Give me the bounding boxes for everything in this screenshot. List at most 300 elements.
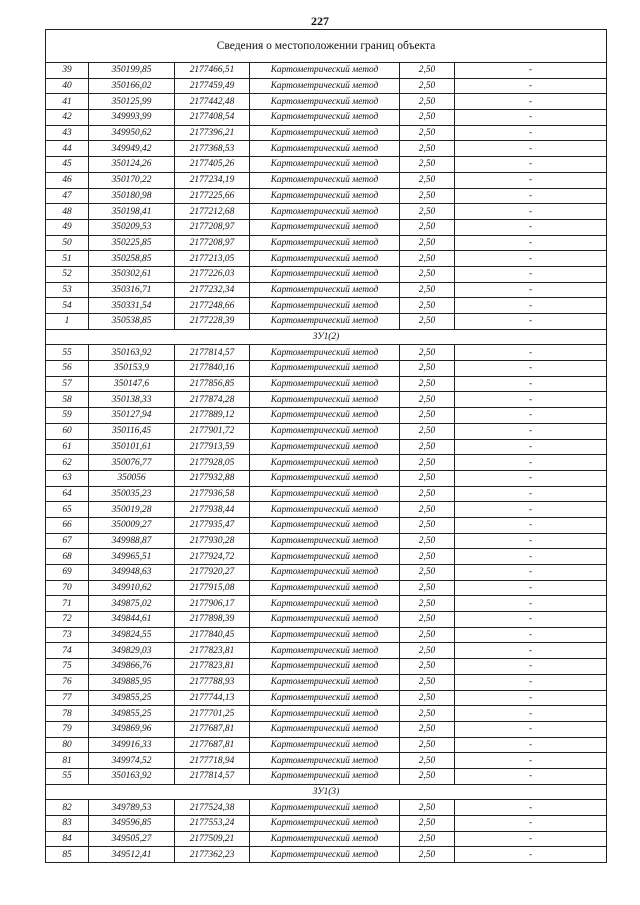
x-coordinate-cell: 350019,28 [89,502,175,518]
table-row [46,517,607,533]
description-cell: - [455,94,607,110]
table-row [46,282,607,298]
point-number-cell: 78 [46,706,89,722]
point-number-cell: 72 [46,612,89,628]
x-coordinate-cell: 349505,27 [89,831,175,847]
determination-method-cell: Картометрический метод [250,596,400,612]
determination-method-cell: Картометрический метод [250,110,400,126]
point-number-cell: 47 [46,188,89,204]
description-cell: - [455,392,607,408]
accuracy-cell: 2,50 [400,627,455,643]
description-cell: - [455,298,607,314]
y-coordinate-cell: 2177814,57 [175,345,250,361]
determination-method-cell: Картометрический метод [250,361,400,377]
y-coordinate-cell: 2177874,28 [175,392,250,408]
x-coordinate-cell: 350116,45 [89,423,175,439]
point-number-cell: 66 [46,517,89,533]
point-number-cell: 58 [46,392,89,408]
x-coordinate-cell: 349885,95 [89,674,175,690]
determination-method-cell: Картометрический метод [250,376,400,392]
x-coordinate-cell: 350331,54 [89,298,175,314]
point-number-cell: 45 [46,157,89,173]
point-number-cell: 70 [46,580,89,596]
y-coordinate-cell: 2177823,81 [175,659,250,675]
y-coordinate-cell: 2177408,54 [175,110,250,126]
y-coordinate-cell: 2177509,21 [175,831,250,847]
x-coordinate-cell: 350056 [89,470,175,486]
x-coordinate-cell: 350225,85 [89,235,175,251]
determination-method-cell: Картометрический метод [250,800,400,816]
table-row [46,188,607,204]
x-coordinate-cell: 349844,61 [89,612,175,628]
accuracy-cell: 2,50 [400,63,455,79]
accuracy-cell: 2,50 [400,643,455,659]
accuracy-cell: 2,50 [400,251,455,267]
determination-method-cell: Картометрический метод [250,78,400,94]
table-title: Сведения о местоположении границ объекта [46,30,607,63]
table-row [46,392,607,408]
table-row [46,125,607,141]
x-coordinate-cell: 349875,02 [89,596,175,612]
accuracy-cell: 2,50 [400,455,455,471]
y-coordinate-cell: 2177938,44 [175,502,250,518]
x-coordinate-cell: 349596,85 [89,816,175,832]
point-number-cell: 57 [46,376,89,392]
table-row [46,408,607,424]
accuracy-cell: 2,50 [400,721,455,737]
determination-method-cell: Картометрический метод [250,470,400,486]
accuracy-cell: 2,50 [400,110,455,126]
description-cell: - [455,533,607,549]
x-coordinate-cell: 350163,92 [89,345,175,361]
x-coordinate-cell: 350138,33 [89,392,175,408]
y-coordinate-cell: 2177915,08 [175,580,250,596]
point-number-cell: 49 [46,219,89,235]
table-row [46,533,607,549]
x-coordinate-cell: 349950,62 [89,125,175,141]
point-number-cell: 60 [46,423,89,439]
point-number-cell: 63 [46,470,89,486]
table-row [46,737,607,753]
accuracy-cell: 2,50 [400,502,455,518]
point-number-cell: 53 [46,282,89,298]
y-coordinate-cell: 2177687,81 [175,721,250,737]
description-cell: - [455,706,607,722]
point-number-cell: 50 [46,235,89,251]
point-number-cell: 44 [46,141,89,157]
accuracy-cell: 2,50 [400,423,455,439]
accuracy-cell: 2,50 [400,376,455,392]
accuracy-cell: 2,50 [400,439,455,455]
table-row [46,63,607,79]
accuracy-cell: 2,50 [400,345,455,361]
description-cell: - [455,63,607,79]
table-row [46,110,607,126]
y-coordinate-cell: 2177913,59 [175,439,250,455]
x-coordinate-cell: 350170,22 [89,172,175,188]
x-coordinate-cell: 350199,85 [89,63,175,79]
x-coordinate-cell: 350166,02 [89,78,175,94]
y-coordinate-cell: 2177935,47 [175,517,250,533]
description-cell: - [455,596,607,612]
point-number-cell: 54 [46,298,89,314]
y-coordinate-cell: 2177701,25 [175,706,250,722]
description-cell: - [455,847,607,863]
point-number-cell: 85 [46,847,89,863]
table-row [46,659,607,675]
y-coordinate-cell: 2177213,05 [175,251,250,267]
x-coordinate-cell: 350163,92 [89,768,175,784]
accuracy-cell: 2,50 [400,282,455,298]
section-label: ЗУ1(3) [46,784,607,800]
point-number-cell: 75 [46,659,89,675]
table-row [46,753,607,769]
table-title-row [46,30,607,63]
determination-method-cell: Картометрический метод [250,141,400,157]
description-cell: - [455,517,607,533]
determination-method-cell: Картометрический метод [250,345,400,361]
accuracy-cell: 2,50 [400,596,455,612]
point-number-cell: 84 [46,831,89,847]
y-coordinate-cell: 2177248,66 [175,298,250,314]
description-cell: - [455,408,607,424]
y-coordinate-cell: 2177368,53 [175,141,250,157]
table-row [46,345,607,361]
description-cell: - [455,235,607,251]
accuracy-cell: 2,50 [400,706,455,722]
point-number-cell: 42 [46,110,89,126]
accuracy-cell: 2,50 [400,690,455,706]
accuracy-cell: 2,50 [400,298,455,314]
y-coordinate-cell: 2177840,45 [175,627,250,643]
determination-method-cell: Картометрический метод [250,251,400,267]
point-number-cell: 41 [46,94,89,110]
accuracy-cell: 2,50 [400,470,455,486]
accuracy-cell: 2,50 [400,314,455,330]
determination-method-cell: Картометрический метод [250,565,400,581]
point-number-cell: 52 [46,266,89,282]
x-coordinate-cell: 349824,55 [89,627,175,643]
section-label: ЗУ1(2) [46,329,607,345]
x-coordinate-cell: 349993,99 [89,110,175,126]
point-number-cell: 46 [46,172,89,188]
y-coordinate-cell: 2177889,12 [175,408,250,424]
determination-method-cell: Картометрический метод [250,847,400,863]
x-coordinate-cell: 349866,76 [89,659,175,675]
determination-method-cell: Картометрический метод [250,219,400,235]
determination-method-cell: Картометрический метод [250,298,400,314]
x-coordinate-cell: 349829,03 [89,643,175,659]
description-cell: - [455,831,607,847]
accuracy-cell: 2,50 [400,219,455,235]
point-number-cell: 67 [46,533,89,549]
description-cell: - [455,188,607,204]
determination-method-cell: Картометрический метод [250,816,400,832]
description-cell: - [455,157,607,173]
table-row [46,219,607,235]
accuracy-cell: 2,50 [400,816,455,832]
description-cell: - [455,282,607,298]
y-coordinate-cell: 2177906,17 [175,596,250,612]
description-cell: - [455,737,607,753]
table-row [46,690,607,706]
accuracy-cell: 2,50 [400,580,455,596]
description-cell: - [455,674,607,690]
y-coordinate-cell: 2177744,13 [175,690,250,706]
x-coordinate-cell: 349948,63 [89,565,175,581]
determination-method-cell: Картометрический метод [250,768,400,784]
point-number-cell: 62 [46,455,89,471]
y-coordinate-cell: 2177459,49 [175,78,250,94]
page-number: 227 [311,14,329,28]
x-coordinate-cell: 349965,51 [89,549,175,565]
accuracy-cell: 2,50 [400,408,455,424]
determination-method-cell: Картометрический метод [250,659,400,675]
accuracy-cell: 2,50 [400,361,455,377]
description-cell: - [455,361,607,377]
table-row [46,314,607,330]
x-coordinate-cell: 350198,41 [89,204,175,220]
table-row [46,612,607,628]
x-coordinate-cell: 349855,25 [89,706,175,722]
x-coordinate-cell: 349988,87 [89,533,175,549]
point-number-cell: 55 [46,345,89,361]
x-coordinate-cell: 349974,52 [89,753,175,769]
accuracy-cell: 2,50 [400,392,455,408]
description-cell: - [455,251,607,267]
description-cell: - [455,470,607,486]
description-cell: - [455,110,607,126]
table-row [46,565,607,581]
point-number-cell: 81 [46,753,89,769]
x-coordinate-cell: 350302,61 [89,266,175,282]
section-header-row [46,784,607,800]
point-number-cell: 64 [46,486,89,502]
accuracy-cell: 2,50 [400,565,455,581]
table-row [46,706,607,722]
y-coordinate-cell: 2177718,94 [175,753,250,769]
table-row [46,235,607,251]
description-cell: - [455,78,607,94]
point-number-cell: 76 [46,674,89,690]
determination-method-cell: Картометрический метод [250,188,400,204]
point-number-cell: 68 [46,549,89,565]
description-cell: - [455,172,607,188]
description-cell: - [455,627,607,643]
determination-method-cell: Картометрический метод [250,314,400,330]
point-number-cell: 43 [46,125,89,141]
x-coordinate-cell: 350127,94 [89,408,175,424]
y-coordinate-cell: 2177823,81 [175,643,250,659]
description-cell: - [455,486,607,502]
table-row [46,470,607,486]
x-coordinate-cell: 349789,53 [89,800,175,816]
x-coordinate-cell: 349910,62 [89,580,175,596]
y-coordinate-cell: 2177932,88 [175,470,250,486]
y-coordinate-cell: 2177466,51 [175,63,250,79]
table-row [46,721,607,737]
description-cell: - [455,753,607,769]
x-coordinate-cell: 349869,96 [89,721,175,737]
y-coordinate-cell: 2177898,39 [175,612,250,628]
accuracy-cell: 2,50 [400,141,455,157]
point-number-cell: 61 [46,439,89,455]
table-row [46,172,607,188]
description-cell: - [455,612,607,628]
determination-method-cell: Картометрический метод [250,172,400,188]
accuracy-cell: 2,50 [400,737,455,753]
y-coordinate-cell: 2177208,97 [175,219,250,235]
x-coordinate-cell: 350009,27 [89,517,175,533]
determination-method-cell: Картометрический метод [250,282,400,298]
description-cell: - [455,439,607,455]
section-header-row [46,329,607,345]
y-coordinate-cell: 2177232,34 [175,282,250,298]
determination-method-cell: Картометрический метод [250,643,400,659]
point-number-cell: 56 [46,361,89,377]
y-coordinate-cell: 2177226,03 [175,266,250,282]
y-coordinate-cell: 2177687,81 [175,737,250,753]
x-coordinate-cell: 350147,6 [89,376,175,392]
table-row [46,847,607,863]
table-row [46,549,607,565]
y-coordinate-cell: 2177840,16 [175,361,250,377]
accuracy-cell: 2,50 [400,768,455,784]
description-cell: - [455,376,607,392]
determination-method-cell: Картометрический метод [250,235,400,251]
table-row [46,78,607,94]
y-coordinate-cell: 2177362,23 [175,847,250,863]
table-row [46,94,607,110]
table-row [46,455,607,471]
y-coordinate-cell: 2177442,48 [175,94,250,110]
determination-method-cell: Картометрический метод [250,721,400,737]
y-coordinate-cell: 2177920,27 [175,565,250,581]
x-coordinate-cell: 350258,85 [89,251,175,267]
table-row [46,816,607,832]
y-coordinate-cell: 2177856,85 [175,376,250,392]
y-coordinate-cell: 2177928,05 [175,455,250,471]
accuracy-cell: 2,50 [400,549,455,565]
description-cell: - [455,816,607,832]
description-cell: - [455,423,607,439]
point-number-cell: 74 [46,643,89,659]
table-row [46,643,607,659]
table-row [46,800,607,816]
description-cell: - [455,266,607,282]
description-cell: - [455,721,607,737]
description-cell: - [455,659,607,675]
determination-method-cell: Картометрический метод [250,612,400,628]
point-number-cell: 80 [46,737,89,753]
y-coordinate-cell: 2177234,19 [175,172,250,188]
determination-method-cell: Картометрический метод [250,502,400,518]
table-row [46,596,607,612]
description-cell: - [455,800,607,816]
x-coordinate-cell: 350035,23 [89,486,175,502]
table-row [46,502,607,518]
determination-method-cell: Картометрический метод [250,439,400,455]
table-row [46,627,607,643]
accuracy-cell: 2,50 [400,831,455,847]
determination-method-cell: Картометрический метод [250,627,400,643]
point-number-cell: 83 [46,816,89,832]
description-cell: - [455,141,607,157]
determination-method-cell: Картометрический метод [250,517,400,533]
accuracy-cell: 2,50 [400,204,455,220]
determination-method-cell: Картометрический метод [250,706,400,722]
x-coordinate-cell: 350076,77 [89,455,175,471]
x-coordinate-cell: 349855,25 [89,690,175,706]
y-coordinate-cell: 2177212,68 [175,204,250,220]
table-row [46,831,607,847]
determination-method-cell: Картометрический метод [250,63,400,79]
description-cell: - [455,125,607,141]
y-coordinate-cell: 2177936,58 [175,486,250,502]
point-number-cell: 39 [46,63,89,79]
accuracy-cell: 2,50 [400,674,455,690]
x-coordinate-cell: 350538,85 [89,314,175,330]
point-number-cell: 59 [46,408,89,424]
table-row [46,251,607,267]
determination-method-cell: Картометрический метод [250,408,400,424]
y-coordinate-cell: 2177788,93 [175,674,250,690]
x-coordinate-cell: 349949,42 [89,141,175,157]
x-coordinate-cell: 350316,71 [89,282,175,298]
point-number-cell: 77 [46,690,89,706]
description-cell: - [455,549,607,565]
y-coordinate-cell: 2177225,66 [175,188,250,204]
point-number-cell: 55 [46,768,89,784]
y-coordinate-cell: 2177901,72 [175,423,250,439]
description-cell: - [455,768,607,784]
determination-method-cell: Картометрический метод [250,392,400,408]
table-row [46,423,607,439]
accuracy-cell: 2,50 [400,94,455,110]
determination-method-cell: Картометрический метод [250,533,400,549]
x-coordinate-cell: 350153,9 [89,361,175,377]
accuracy-cell: 2,50 [400,533,455,549]
determination-method-cell: Картометрический метод [250,455,400,471]
x-coordinate-cell: 349512,41 [89,847,175,863]
accuracy-cell: 2,50 [400,266,455,282]
description-cell: - [455,565,607,581]
accuracy-cell: 2,50 [400,78,455,94]
y-coordinate-cell: 2177524,38 [175,800,250,816]
x-coordinate-cell: 350209,53 [89,219,175,235]
determination-method-cell: Картометрический метод [250,157,400,173]
table-row [46,204,607,220]
accuracy-cell: 2,50 [400,486,455,502]
accuracy-cell: 2,50 [400,753,455,769]
point-number-cell: 69 [46,565,89,581]
description-cell: - [455,643,607,659]
point-number-cell: 51 [46,251,89,267]
description-cell: - [455,345,607,361]
y-coordinate-cell: 2177814,57 [175,768,250,784]
point-number-cell: 48 [46,204,89,220]
point-number-cell: 71 [46,596,89,612]
point-number-cell: 1 [46,314,89,330]
y-coordinate-cell: 2177396,21 [175,125,250,141]
y-coordinate-cell: 2177228,39 [175,314,250,330]
table-row [46,580,607,596]
y-coordinate-cell: 2177924,72 [175,549,250,565]
determination-method-cell: Картометрический метод [250,266,400,282]
determination-method-cell: Картометрический метод [250,423,400,439]
x-coordinate-cell: 350101,61 [89,439,175,455]
table-row [46,376,607,392]
